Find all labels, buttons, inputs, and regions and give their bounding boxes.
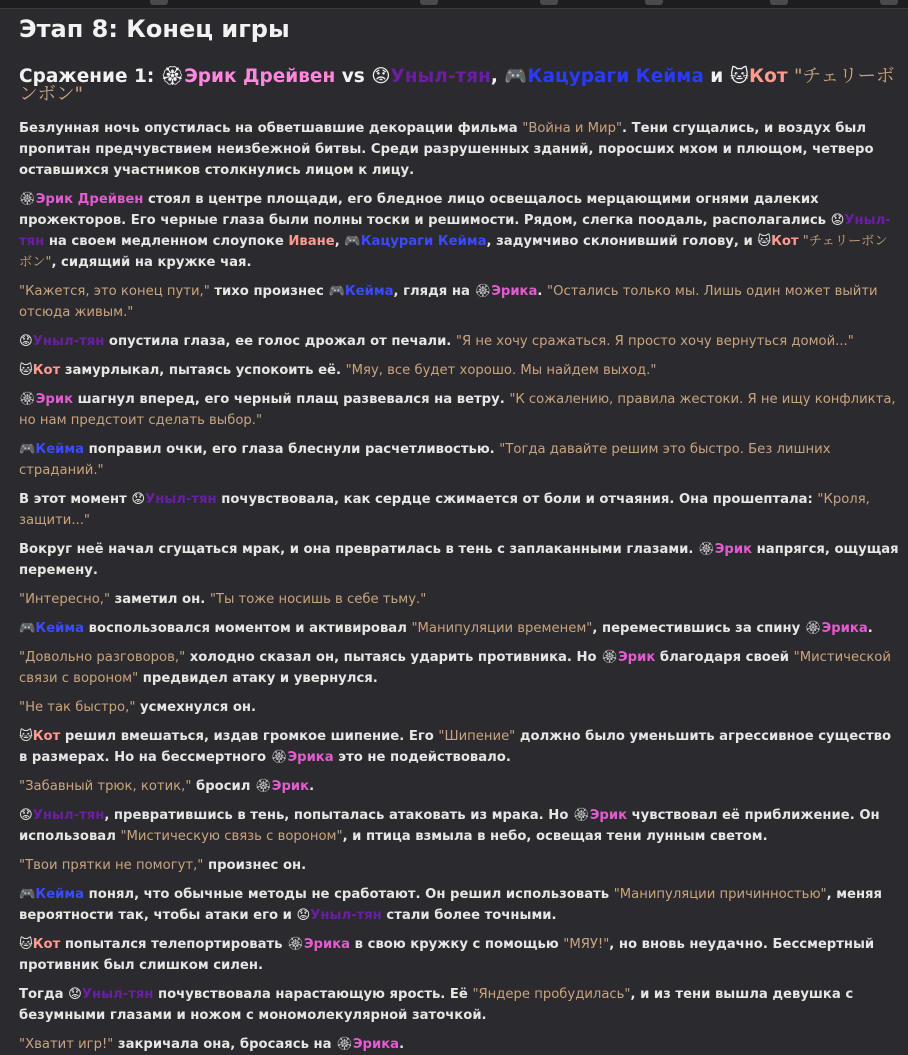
paragraph: "Интересно," заметил он. "Ты тоже носишь в себе тьму." (19, 592, 427, 607)
sad-face-icon: 😟 (371, 66, 391, 87)
vs-label: vs (335, 66, 372, 87)
paragraph: 😟Уныл-тян, превратившись в тень, попыталась атаковать из мрака. Но 🏵Эрик чувствовал её приближение. Он использовал "Мистическую связь с вороном", и птица взмыла в небо, освещая тени лунным светом. (19, 808, 880, 844)
paragraph: Вокруг неё начал сгущаться мрак, и она превратилась в тень с заплаканными глазами. 🏵Эрик напрягся, ощущая перемену. (19, 542, 899, 578)
toolbar-icon[interactable] (420, 0, 438, 5)
paragraph: "Твои прятки не помогут," произнес он. (19, 858, 307, 873)
eric-icon: 🏵 (572, 808, 590, 823)
and-label: и (703, 66, 730, 87)
fighter-cat-extra: "チェリーボンボン" (19, 66, 895, 105)
eric-icon: 🏵 (474, 284, 492, 299)
paragraph: "Не так быстро," усмехнулся он. (19, 700, 257, 715)
eric-icon: 🏵 (336, 1037, 353, 1052)
gamepad-icon: 🎮 (328, 284, 345, 299)
eric-icon: 🏵 (19, 192, 36, 207)
paragraph: "Забавный трюк, котик," бросил 🏵Эрик. (19, 779, 315, 794)
fighter-cat: Кот (749, 66, 794, 87)
paragraph: 🏵Эрик Дрейвен стоял в центре площади, его бледное лицо освещалось мерцающими огнями далеких прожекторов. Его черные глаза были полны тоски и решимости. Рядом, слегка поодаль, располагались 😟Уныл-тян на своем медленном слоупоке Иване, 🎮Кацураги Кейма, задумчиво склонивший голову, и 🐱Кот "チェリーボンボン", сидящий на кружке чая. (19, 192, 891, 270)
eric-icon: 🏵 (255, 779, 272, 794)
page-title: Этап 8: Конец игры (19, 15, 290, 43)
paragraph: "Хватит игр!" закричала она, бросаясь на 🏵Эрика. (19, 1037, 405, 1052)
sad-face-icon: 😟 (131, 492, 146, 507)
story-content (19, 10, 899, 1055)
eric-icon: 🏵 (270, 750, 288, 765)
eric-icon: 🏵 (698, 542, 715, 557)
cat-icon: 🐱 (19, 363, 33, 378)
cat-icon: 🐱 (729, 66, 749, 87)
paragraph: В этот момент 😟Уныл-тян почувствовала, как сердце сжимается от боли и отчаяния. Она прошептала: "Кроля, защити..." (19, 492, 870, 528)
paragraph: "Кажется, это конец пути," тихо произнес 🎮Кейма, глядя на 🏵Эрика. "Остались только мы. Лишь один может выйти отсюда живым." (19, 284, 878, 320)
sad-face-icon: 😟 (296, 908, 311, 923)
gamepad-icon: 🎮 (19, 442, 36, 457)
paragraph: 🏵Эрик шагнул вперед, его черный плащ развевался на ветру. "К сожалению, правила жестоки. Я не ищу конфликта, но нам предстоит сделать выбор." (19, 392, 896, 428)
separator: , (490, 66, 505, 87)
paragraph: 🐱Кот решил вмешаться, издав громкое шипение. Его "Шипение" должно было уменьшить агрессивное существо в размерах. Но на бессмертного 🏵Эрика это не подействовало. (19, 729, 892, 765)
gamepad-icon: 🎮 (19, 621, 36, 636)
gamepad-icon: 🎮 (504, 66, 528, 87)
toolbar-icon[interactable] (150, 0, 168, 5)
battle-prefix: Сражение 1: (19, 66, 161, 87)
browser-top-strip (0, 0, 908, 9)
toolbar-icon[interactable] (770, 0, 788, 5)
battle-heading (19, 68, 899, 104)
paragraph: "Довольно разговоров," холодно сказал он, пытаясь ударить противника. Но 🏵Эрик благодаря своей "Мистической связи с вороном" предвидел атаку и увернулся. (19, 650, 891, 686)
toolbar-icon[interactable] (880, 0, 898, 5)
toolbar-icon[interactable] (645, 0, 663, 5)
fighter-keima: Кацураги Кейма (527, 66, 704, 87)
fighter-eric: Эрик Дрейвен (184, 66, 336, 87)
sad-face-icon: 😟 (830, 213, 845, 228)
sad-face-icon: 😟 (19, 334, 33, 349)
eric-icon: 🏵 (804, 621, 822, 636)
gamepad-icon: 🎮 (19, 887, 36, 902)
paragraph: 🐱Кот замурлыкал, пытаясь успокоить её. "Мяу, все будет хорошо. Мы найдем выход." (19, 363, 657, 378)
paragraph: 🎮Кейма понял, что обычные методы не сработают. Он решил использовать "Манипуляции причинностью", меняя вероятности так, чтобы атаки его и 😟Уныл-тян стали более точными. (19, 887, 882, 923)
toolbar-icon[interactable] (540, 0, 558, 5)
eric-icon: 🏵 (19, 392, 36, 407)
sad-face-icon: 😟 (19, 808, 33, 823)
cat-icon: 🐱 (19, 729, 33, 744)
paragraph: Безлунная ночь опустилась на обветшавшие декорации фильма "Война и Мир". Тени сгущались, и воздух был пропитан предчувствием неизбежной битвы. Среди разрушенных зданий, поросших мхом и плющом, четверо оставшихся участников столкнулись лицом к лицу. (19, 121, 874, 178)
paragraph: 🎮Кейма воспользовался моментом и активировал "Манипуляции временем", переместившись за спину 🏵Эрика. (19, 621, 873, 636)
eric-icon: 🏵 (287, 937, 304, 952)
paragraph: 🐱Кот попытался телепортировать 🏵Эрика в свою кружку с помощью "МЯУ!", но вновь неудачно. Бессмертный противник был слишком силен. (19, 937, 875, 973)
paragraph: 🎮Кейма поправил очки, его глаза блеснули расчетливостью. "Тогда давайте решим это быстро. Без лишних страданий." (19, 442, 831, 478)
paragraph: 😟Уныл-тян опустила глаза, ее голос дрожал от печали. "Я не хочу сражаться. Я просто хочу вернуться домой..." (19, 334, 854, 349)
paragraph: Тогда 😟Уныл-тян почувствовала нарастающую ярость. Её "Яндере пробудилась", и из тени вышла девушка с безумными глазами и ножом с мономолекулярной заточкой. (19, 987, 854, 1023)
cat-icon: 🐱 (757, 234, 772, 249)
gamepad-icon: 🎮 (344, 234, 361, 249)
sad-face-icon: 😟 (68, 987, 82, 1002)
fighter-unyl: Уныл-тян (390, 66, 491, 87)
eric-icon: 🏵 (601, 650, 618, 665)
cat-icon: 🐱 (19, 937, 33, 952)
eric-icon: 🏵 (160, 66, 185, 87)
